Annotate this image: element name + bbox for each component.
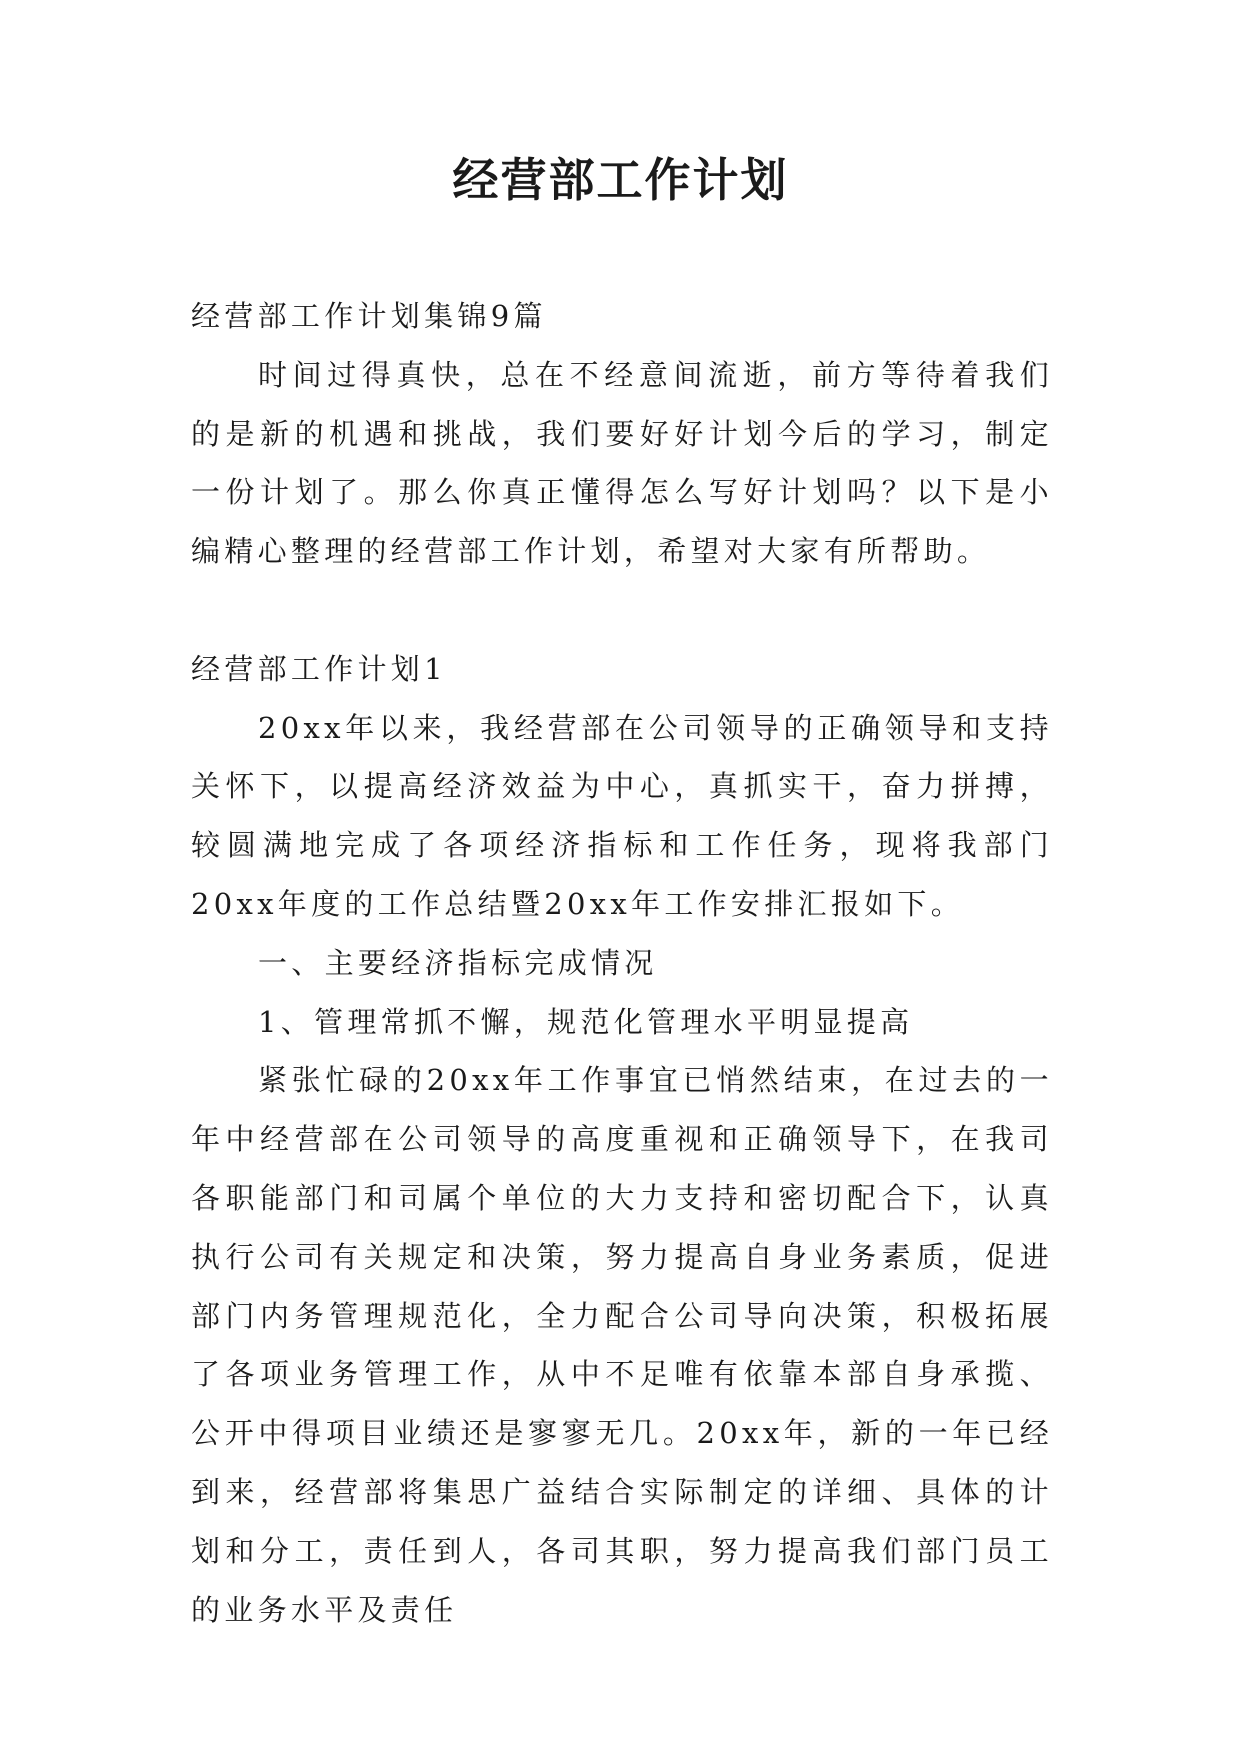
intro-paragraph: 时间过得真快，总在不经意间流逝，前方等待着我们的是新的机遇和挑战，我们要好好计划今后的学习，制定一份计划了。那么你真正懂得怎么写好计划吗？以下是小编精心整理的经营部工作计划，希望对大家有所帮助。 (191, 357, 1053, 569)
subsection-heading: 一、主要经济指标完成情况 (258, 945, 658, 980)
document-body (191, 287, 1053, 1639)
section-paragraph: 紧张忙碌的20xx年工作事宜已悄然结束，在过去的一年中经营部在公司领导的高度重视和正确领导下，在我司各职能部门和司属个单位的大力支持和密切配合下，认真执行公司有关规定和决策，努力提高自身业务素质，促进部门内务管理规范化，全力配合公司导向决策，积极拓展了各项业务管理工作，从中不足唯有依靠本部自身承揽、公开中得项目业绩还是寥寥无几。20xx年，新的一年已经到来，经营部将集思广益结合实际制定的详细、具体的计划和分工，责任到人，各司其职，努力提高我们部门员工的业务水平及责任 (191, 1063, 1053, 1627)
section-paragraph: 20xx年以来，我经营部在公司领导的正确领导和支持关怀下，以提高经济效益为中心，真抓实干，奋力拼搏，较圆满地完成了各项经济指标和工作任务，现将我部门20xx年度的工作总结暨20xx年工作安排汇报如下。 (191, 710, 1053, 921)
paragraph-gap (191, 581, 1053, 640)
document-subtitle: 经营部工作计划集锦9篇 (191, 299, 547, 333)
document-title: 经营部工作计划 (452, 153, 789, 207)
section-heading: 经营部工作计划1 (191, 651, 447, 686)
subsection-item-heading: 1、管理常抓不懈，规范化管理水平明显提高 (258, 1004, 914, 1039)
